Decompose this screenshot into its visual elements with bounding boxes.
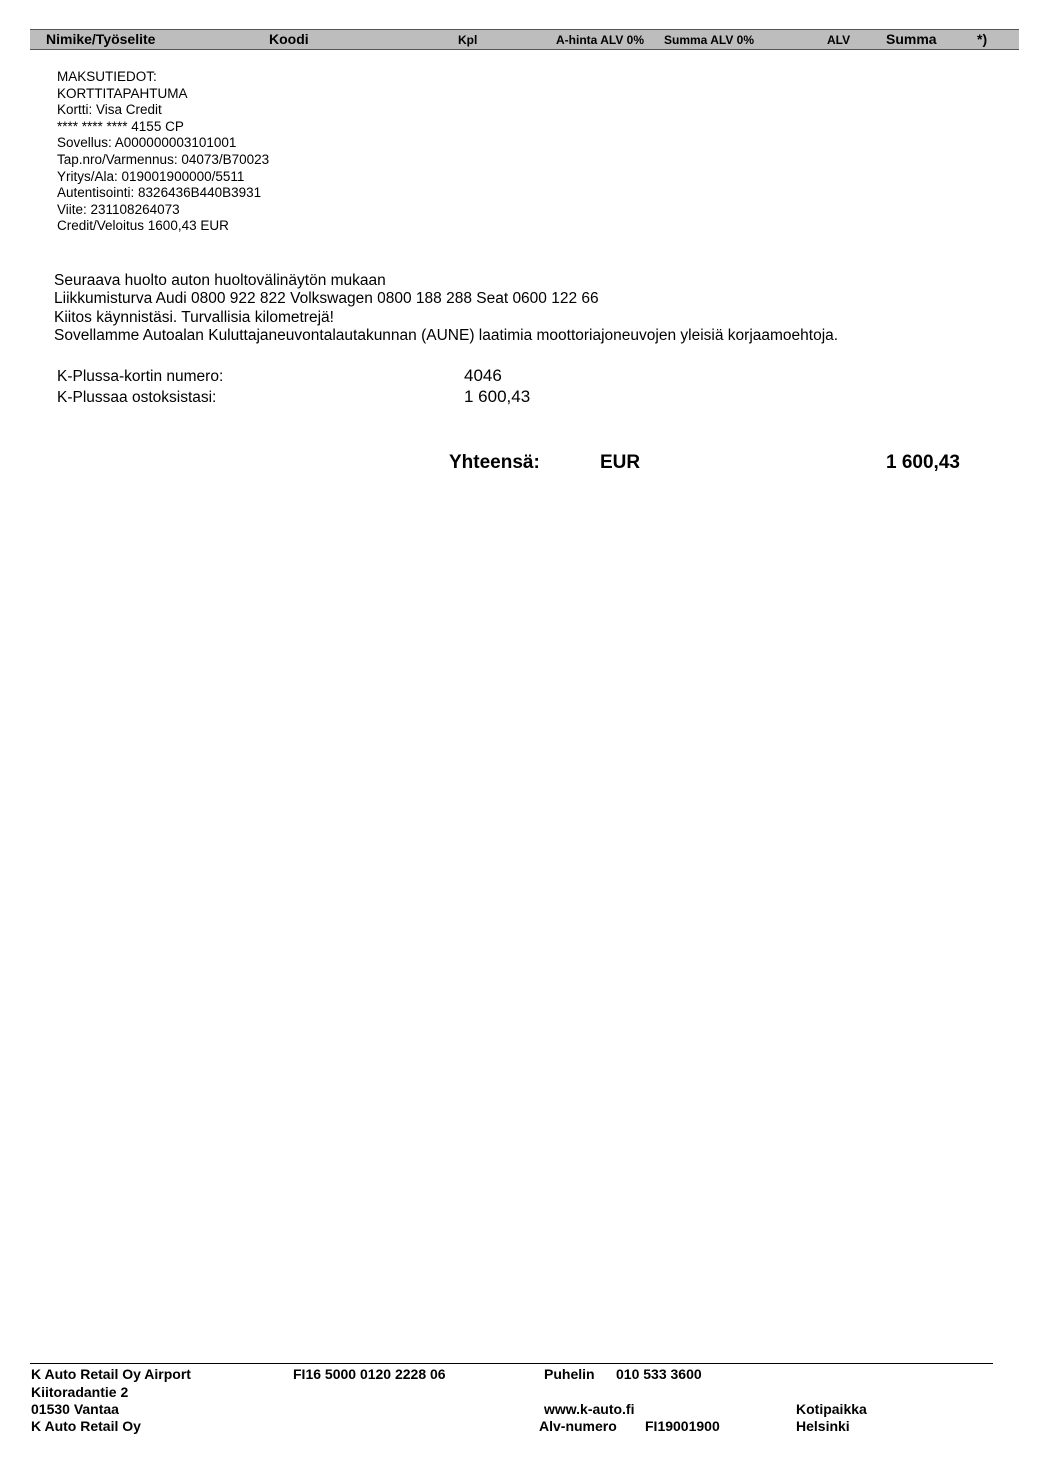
total-amount: 1 600,43 — [886, 452, 960, 473]
note-line: Seuraava huolto auton huoltovälinäytön mukaan — [54, 272, 386, 289]
header-koodi: Koodi — [269, 31, 309, 47]
footer-vat: FI19001900 — [645, 1418, 720, 1434]
footer-phone-label: Puhelin — [544, 1366, 595, 1382]
header-summa-alv0: Summa ALV 0% — [664, 33, 755, 47]
kplussa-purchases-value: 1 600,43 — [464, 387, 531, 406]
total-currency: EUR — [600, 452, 641, 473]
table-header — [30, 29, 1019, 50]
footer-phone: 010 533 3600 — [616, 1366, 702, 1382]
footer-domicile: Helsinki — [796, 1418, 850, 1434]
footer-city: 01530 Vantaa — [31, 1401, 119, 1417]
total-label: Yhteensä: — [449, 452, 540, 473]
footer-divider — [30, 1363, 993, 1364]
footer-iban: FI16 5000 0120 2228 06 — [293, 1366, 446, 1382]
payment-line: Tap.nro/Varmennus: 04073/B70023 — [57, 151, 270, 167]
payment-line: KORTTITAPAHTUMA — [57, 85, 188, 101]
footer-website: www.k-auto.fi — [544, 1401, 635, 1417]
footer-vat-label: Alv-numero — [539, 1418, 617, 1434]
kplussa-card-value: 4046 — [464, 366, 502, 385]
footer-company2: K Auto Retail Oy — [31, 1418, 141, 1434]
payment-line: Yritys/Ala: 019001900000/5511 — [57, 168, 245, 184]
header-nimike: Nimike/Työselite — [46, 31, 156, 47]
note-line: Kiitos käynnistäsi. Turvallisia kilometrejä! — [54, 308, 334, 326]
payment-info — [57, 69, 269, 235]
note-line: Sovellamme Autoalan Kuluttajaneuvontalautakunnan (AUNE) laatimia moottoriajoneuvojen yleisiä korjaamoehtoja. — [54, 326, 839, 344]
payment-line: Autentisointi: 8326436B440B3931 — [57, 185, 262, 201]
header-summa: Summa — [886, 31, 937, 47]
note-line: Liikkumisturva Audi 0800 922 822 Volkswagen 0800 188 288 Seat 0600 122 66 — [54, 290, 599, 308]
header-alv: ALV — [827, 33, 851, 47]
kplussa-purchases-label: K-Plussaa ostoksistasi: — [57, 389, 217, 406]
payment-line: Kortti: Visa Credit — [57, 102, 162, 118]
header-note: *) — [977, 31, 988, 47]
header-a-hinta: A-hinta ALV 0% — [556, 33, 645, 47]
header-kpl: Kpl — [458, 33, 478, 47]
service-notes — [54, 272, 838, 345]
kplussa-card-label: K-Plussa-kortin numero: — [57, 368, 224, 385]
payment-line: Viite: 231108264073 — [57, 201, 180, 217]
footer-domicile-label: Kotipaikka — [796, 1401, 867, 1417]
footer-street: Kiitoradantie 2 — [31, 1384, 129, 1400]
payment-line: MAKSUTIEDOT: — [57, 69, 157, 84]
payment-line: **** **** **** 4155 CP — [57, 118, 184, 134]
payment-line: Credit/Veloitus 1600,43 EUR — [57, 218, 229, 234]
footer-company: K Auto Retail Oy Airport — [31, 1366, 191, 1382]
payment-line: Sovellus: A000000003101001 — [57, 135, 237, 151]
